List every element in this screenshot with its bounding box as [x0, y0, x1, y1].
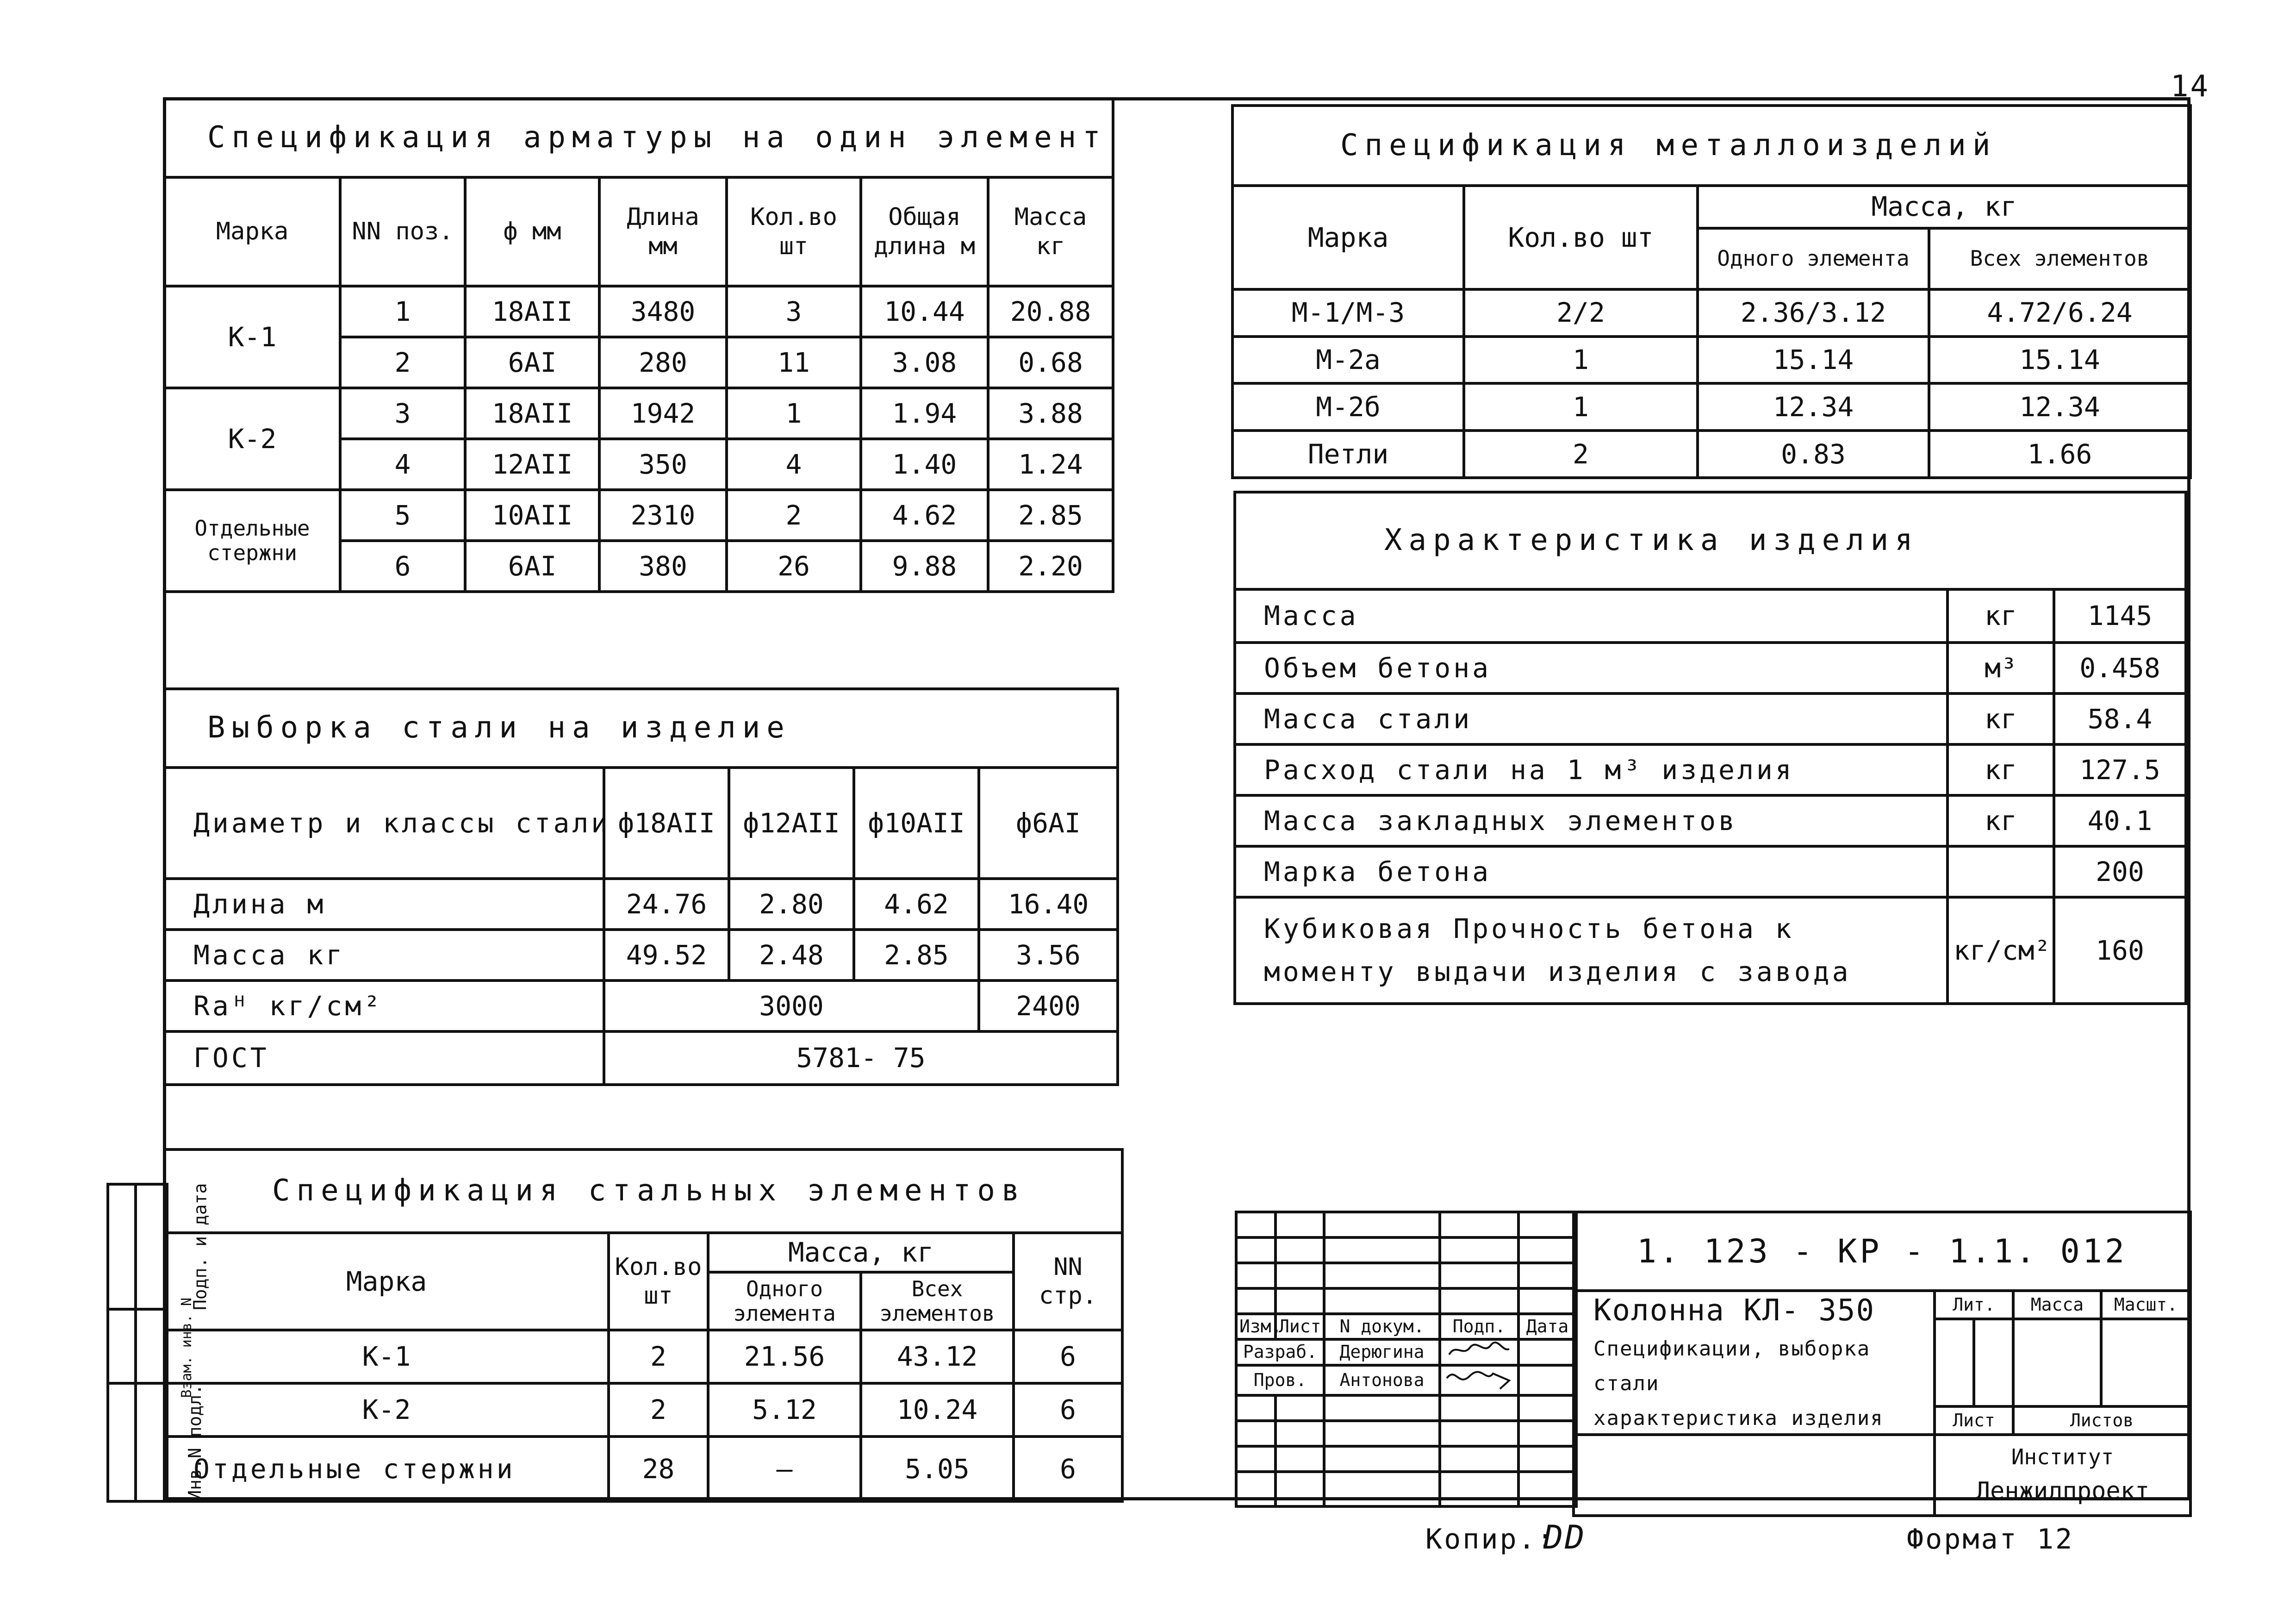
cell: 160	[2054, 897, 2186, 1004]
header-mass: Масса кг	[988, 177, 1113, 286]
cell: 1	[340, 286, 465, 337]
cell: 5781- 75	[604, 1031, 1118, 1085]
cell: 1	[1464, 383, 1698, 431]
page-number: 14	[2171, 69, 2210, 104]
cell: 380	[599, 541, 727, 592]
cell: 6АI	[465, 337, 599, 388]
table-row	[1235, 693, 2186, 744]
header-one-element: Одного элемента	[708, 1272, 861, 1330]
cell: 3.56	[979, 930, 1118, 981]
cell: 2.85	[854, 930, 979, 981]
cell: 43.12	[861, 1330, 1014, 1383]
table-row	[164, 490, 1113, 541]
cell	[1235, 897, 1948, 1004]
cell: 200	[2054, 846, 2186, 897]
cell: 18АII	[465, 286, 599, 337]
cell: 1.40	[861, 439, 988, 490]
header-mass: Масса, кг	[1698, 186, 2190, 228]
format-label: Формат 12	[1907, 1523, 2074, 1555]
col-10aii: ф10АII	[854, 768, 979, 879]
strength-label-line-2: моменту выдачи изделия с завода	[1264, 956, 1851, 987]
table-row	[1232, 431, 2190, 478]
cell: М-2б	[1232, 383, 1464, 431]
header-diameter: ф мм	[465, 177, 599, 286]
side-stamp	[106, 1183, 211, 1501]
table-row	[1235, 744, 2186, 795]
cell: 6	[1014, 1383, 1122, 1437]
group-mark: К-2	[164, 388, 340, 490]
col-date: Дата	[1518, 1314, 1576, 1339]
header-total-length: Общая длина м	[861, 177, 988, 286]
cell: 2	[727, 490, 861, 541]
cell: кг/см²	[1948, 897, 2054, 1004]
cell: 6	[1014, 1437, 1122, 1501]
steel-selection-table	[163, 687, 1116, 1083]
cell: Масса стали	[1235, 693, 1948, 744]
steel-selection-title: Выборка стали на изделие	[164, 689, 1118, 768]
cell: 21.56	[708, 1330, 861, 1383]
cell: 16.40	[979, 879, 1118, 930]
org-line-2: Ленжилпроект	[1975, 1477, 2150, 1505]
group-mark: К-1	[164, 286, 340, 388]
rebar-spec-table	[163, 97, 1112, 590]
cell: 5.12	[708, 1383, 861, 1437]
diameter-class-label: Диаметр и классы стали	[164, 768, 604, 879]
cell: 0.458	[2054, 643, 2186, 693]
header-one-element: Одного элемента	[1698, 228, 1929, 289]
cell: 15.14	[1929, 337, 2190, 384]
row-label-mass: Масса кг	[164, 930, 604, 981]
cell: 2/2	[1464, 289, 1698, 337]
table-row	[1232, 337, 2190, 384]
side-text-2: Подп. и дата	[190, 1183, 211, 1311]
mass-label: Масса	[2013, 1291, 2101, 1319]
metal-spec-title: Спецификация металлоизделий	[1232, 106, 2190, 186]
sheet-label: Лист	[1935, 1406, 2013, 1435]
col-izm: Изм.	[1236, 1314, 1276, 1339]
cell: 0.83	[1698, 431, 1929, 478]
cell: 2400	[979, 981, 1118, 1031]
document-name	[1574, 1291, 1935, 1435]
table-row	[164, 1437, 1122, 1501]
col-18aii: ф18АII	[604, 768, 729, 879]
col-12aii: ф12АII	[729, 768, 854, 879]
razrab-name: Дерюгина	[1324, 1339, 1440, 1365]
cell: 6	[340, 541, 465, 592]
prov-label: Пров.	[1236, 1365, 1324, 1396]
cell: К-1	[164, 1330, 609, 1383]
header-mark: Марка	[1232, 186, 1464, 289]
steel-elements-table	[163, 1148, 1121, 1500]
cell: 4	[727, 439, 861, 490]
cell: 1	[727, 388, 861, 439]
cell: 3	[340, 388, 465, 439]
org-line-1: Институт	[2011, 1444, 2114, 1469]
cell: 2	[609, 1383, 708, 1437]
cell: 2.80	[729, 879, 854, 930]
side-text-3: Взам. инв. N	[179, 1298, 195, 1398]
table-row	[164, 930, 1118, 981]
table-row	[1235, 846, 2186, 897]
cell: 15.14	[1698, 337, 1929, 384]
table-row	[1232, 383, 2190, 431]
col-doc: N докум.	[1324, 1314, 1440, 1339]
scale-label: Масшт.	[2101, 1291, 2190, 1319]
sheets-label: Листов	[2013, 1406, 2190, 1435]
cell: 10АII	[465, 490, 599, 541]
cell: 6АI	[465, 541, 599, 592]
cell: 1.94	[861, 388, 988, 439]
cell: кг	[1948, 795, 2054, 846]
table-row	[164, 388, 1113, 439]
cell: 4	[340, 439, 465, 490]
name-line-3: характеристика изделия	[1593, 1406, 1884, 1430]
header-mark: Марка	[164, 177, 340, 286]
cell: 12.34	[1698, 383, 1929, 431]
col-list: Лист	[1276, 1314, 1324, 1339]
steel-elements-title: Спецификация стальных элементов	[164, 1149, 1122, 1233]
cell: кг	[1948, 589, 2054, 643]
cell: М-1/М-3	[1232, 289, 1464, 337]
cell: 20.88	[988, 286, 1113, 337]
cell: 2310	[599, 490, 727, 541]
cell: 1	[1464, 337, 1698, 384]
cell: —	[708, 1437, 861, 1501]
side-cell-replace	[136, 1298, 195, 1398]
cell: 2.48	[729, 930, 854, 981]
cell: 350	[599, 439, 727, 490]
cell: 2.36/3.12	[1698, 289, 1929, 337]
header-mass: Масса, кг	[708, 1233, 1014, 1272]
razrab-label: Разраб.	[1236, 1339, 1324, 1365]
cell: 4.62	[861, 490, 988, 541]
table-row	[164, 879, 1118, 930]
cell: Марка бетона	[1235, 846, 1948, 897]
cell: 6	[1014, 1330, 1122, 1383]
header-mark: Марка	[164, 1233, 609, 1330]
cell: 5	[340, 490, 465, 541]
cell: кг	[1948, 693, 2054, 744]
header-pos: NN поз.	[340, 177, 465, 286]
title-block-grid	[1235, 1211, 1575, 1500]
kopir-sign: DD	[1543, 1518, 1587, 1556]
cell: 26	[727, 541, 861, 592]
side-cell-inv	[136, 1383, 205, 1501]
header-qty: Кол.во шт	[1464, 186, 1698, 289]
cell: 2.20	[988, 541, 1113, 592]
cell: м³	[1948, 643, 2054, 693]
table-row	[164, 1031, 1118, 1085]
cell: 12АII	[465, 439, 599, 490]
header-all-elements: Всех элементов	[1929, 228, 2190, 289]
row-label-length: Длина м	[164, 879, 604, 930]
cell: 2	[609, 1330, 708, 1383]
cell: 11	[727, 337, 861, 388]
cell	[1948, 846, 2054, 897]
cell: 0.68	[988, 337, 1113, 388]
side-cell-signature-date	[136, 1183, 211, 1311]
cell: 5.05	[861, 1437, 1014, 1501]
col-sign: Подп.	[1440, 1314, 1518, 1339]
cell: 127.5	[2054, 744, 2186, 795]
cell: Расход стали на 1 м³ изделия	[1235, 744, 1948, 795]
table-row	[164, 981, 1118, 1031]
cell: Объем бетона	[1235, 643, 1948, 693]
organization	[1935, 1435, 2190, 1516]
table-row	[1235, 795, 2186, 846]
header-all-elements: Всех элементов	[861, 1272, 1014, 1330]
header-length: Длина мм	[599, 177, 727, 286]
strength-label-line-1: Кубиковая Прочность бетона к	[1264, 913, 1794, 945]
cell: 1942	[599, 388, 727, 439]
cell: 3480	[599, 286, 727, 337]
name-line-2: Спецификации, выборка стали	[1593, 1337, 1871, 1395]
cell: 1145	[2054, 589, 2186, 643]
cell: 2	[340, 337, 465, 388]
cell: Масса	[1235, 589, 1948, 643]
table-row	[1235, 589, 2186, 643]
header-qty: Кол.во шт	[727, 177, 861, 286]
name-line-1: Колонна КЛ- 350	[1593, 1293, 1875, 1328]
cell: 2.85	[988, 490, 1113, 541]
cell: кг	[1948, 744, 2054, 795]
cell: 3	[727, 286, 861, 337]
cell: 12.34	[1929, 383, 2190, 431]
cell: 10.24	[861, 1383, 1014, 1437]
cell: 49.52	[604, 930, 729, 981]
lit-label: Лит.	[1935, 1291, 2013, 1319]
characteristics-title: Характеристика изделия	[1235, 492, 2186, 589]
title-block-main	[1572, 1211, 2189, 1505]
table-row	[1235, 643, 2186, 693]
side-text-1: Инв.N подл.	[184, 1384, 205, 1501]
group-mark: Отдельные стержни	[164, 490, 340, 592]
row-label-gost: ГОСТ	[164, 1031, 604, 1085]
col-6ai: ф6АI	[979, 768, 1118, 879]
cell: 3000	[604, 981, 979, 1031]
cell: Петли	[1232, 431, 1464, 478]
cell: 40.1	[2054, 795, 2186, 846]
cell: 24.76	[604, 879, 729, 930]
cell: 2	[1464, 431, 1698, 478]
characteristics-table	[1233, 491, 2184, 1002]
cell: 9.88	[861, 541, 988, 592]
prov-name: Антонова	[1324, 1365, 1440, 1396]
cell: 18АII	[465, 388, 599, 439]
cell: 1.24	[988, 439, 1113, 490]
kopir-label: Копир.:	[1425, 1523, 1556, 1555]
razrab-signature	[1440, 1339, 1518, 1365]
table-row	[164, 1330, 1122, 1383]
cell: Отдельные стержни	[164, 1437, 609, 1501]
cell: 58.4	[2054, 693, 2186, 744]
cell: Масса закладных элементов	[1235, 795, 1948, 846]
cell: 3.88	[988, 388, 1113, 439]
header-page: NN стр.	[1014, 1233, 1122, 1330]
cell: 3.08	[861, 337, 988, 388]
table-row	[164, 1383, 1122, 1437]
header-qty: Кол.во шт	[609, 1233, 708, 1330]
cell: 1.66	[1929, 431, 2190, 478]
cell: 10.44	[861, 286, 988, 337]
cell: 280	[599, 337, 727, 388]
cell: 4.62	[854, 879, 979, 930]
table-row	[164, 286, 1113, 337]
cell: М-2а	[1232, 337, 1464, 384]
cell: 28	[609, 1437, 708, 1501]
rebar-spec-title: Спецификация арматуры на один элемент	[164, 99, 1113, 177]
table-row	[1232, 289, 2190, 337]
prov-signature	[1440, 1365, 1518, 1396]
table-row	[1235, 897, 2186, 1004]
document-code: 1. 123 - КР - 1.1. 012	[1574, 1212, 2190, 1291]
metal-spec-table	[1231, 104, 2189, 479]
cell: К-2	[164, 1383, 609, 1437]
cell: 4.72/6.24	[1929, 289, 2190, 337]
row-label-ra: Raᴴ кг/см²	[164, 981, 604, 1031]
